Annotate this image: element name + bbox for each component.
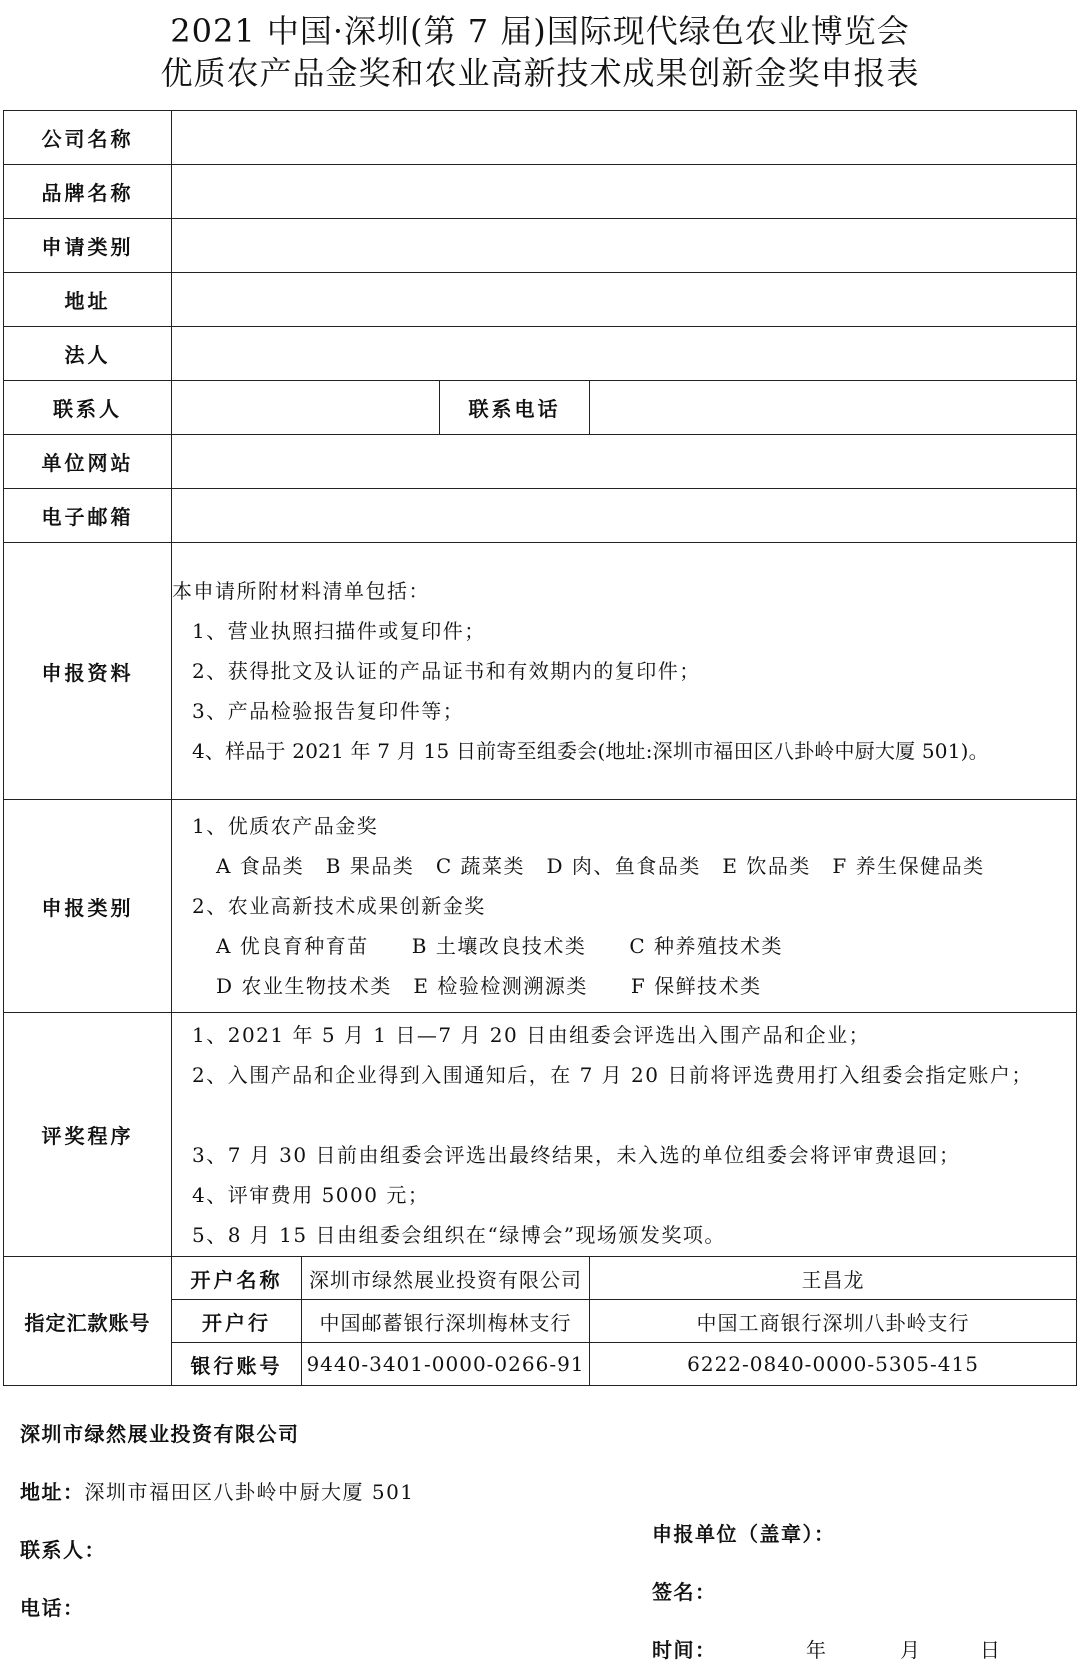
award-categories-content: [172, 800, 1077, 1013]
website-label: 单位网站: [4, 435, 172, 489]
applicant-seal-label: 申报单位（盖章）：: [652, 1522, 836, 1546]
year-label: 年: [806, 1638, 828, 1662]
footer-company: 深圳市绿然展业投资有限公司: [20, 1422, 300, 1446]
time-label: 时间：: [652, 1638, 717, 1662]
account1-number: 9440-3401-0000-0266-91: [302, 1343, 590, 1386]
procedure-label: 评奖程序: [4, 1013, 172, 1257]
form-title-line2: 优质农产品金奖和农业高新技术成果创新金奖申报表: [160, 54, 920, 92]
account-name-label: 开户名称: [172, 1257, 302, 1300]
account1-bank: 中国邮蓄银行深圳梅林支行: [302, 1300, 590, 1343]
materials-content: [172, 543, 1077, 800]
category-line: 1、优质农产品金奖: [192, 814, 379, 838]
account2-number: 6222-0840-0000-5305-415: [590, 1343, 1077, 1386]
materials-line: 3、产品检验报告复印件等；: [192, 699, 465, 723]
email-label: 电子邮箱: [4, 489, 172, 543]
procedure-line: 1、2021 年 5 月 1 日—7 月 20 日由组委会评选出入围产品和企业；: [192, 1022, 871, 1047]
brand-name-label: 品牌名称: [4, 165, 172, 219]
award-categories-label: 申报类别: [4, 800, 172, 1013]
account2-bank: 中国工商银行深圳八卦岭支行: [590, 1300, 1077, 1343]
footer-address-value: 深圳市福田区八卦岭中厨大厦 501: [84, 1480, 415, 1504]
footer-contact: 联系人：: [20, 1538, 106, 1562]
footer-address-label: 地址：: [20, 1480, 85, 1504]
brand-name-input[interactable]: [172, 165, 1077, 219]
contact-person-input[interactable]: [172, 381, 440, 435]
materials-line: 4、样品于 2021 年 7 月 15 日前寄至组委会(地址:深圳市福田区八卦岭中厨大厦 501)。: [192, 739, 989, 763]
procedure-content: [172, 1013, 1077, 1257]
application-form-table: [3, 110, 1077, 1386]
address-label: 地址: [4, 273, 172, 327]
footer-address: [20, 1476, 415, 1505]
contact-person-label: 联系人: [4, 381, 172, 435]
signature-label: 签名：: [652, 1580, 717, 1604]
website-input[interactable]: [172, 435, 1077, 489]
month-label: 月: [900, 1638, 922, 1662]
account-number-label: 银行账号: [172, 1343, 302, 1386]
category-line: 2、农业高新技术成果创新金奖: [192, 894, 486, 918]
application-category-input[interactable]: [172, 219, 1077, 273]
procedure-line: 2、入围产品和企业得到入围通知后，在 7 月 20 日前将评选费用打入组委会指定账户；: [192, 1062, 1033, 1087]
category-line: A 优良育种育苗 B 土壤改良技术类 C 种养殖技术类: [216, 934, 784, 958]
contact-phone-input[interactable]: [590, 381, 1077, 435]
procedure-line: 5、8 月 15 日由组委会组织在“绿博会”现场颁发奖项。: [192, 1222, 726, 1247]
day-label: 日: [980, 1638, 1002, 1662]
category-line: D 农业生物技术类 E 检验检测溯源类 F 保鲜技术类: [216, 974, 762, 998]
remittance-account-label: 指定汇款账号: [4, 1257, 172, 1386]
company-name-label: 公司名称: [4, 111, 172, 165]
account1-name: 深圳市绿然展业投资有限公司: [302, 1257, 590, 1300]
footer-phone: 电话：: [20, 1596, 85, 1620]
company-name-input[interactable]: [172, 111, 1077, 165]
materials-line: 1、营业执照扫描件或复印件；: [192, 619, 486, 643]
email-input[interactable]: [172, 489, 1077, 543]
application-category-label: 申请类别: [4, 219, 172, 273]
category-line: A 食品类 B 果品类 C 蔬菜类 D 肉、鱼食品类 E 饮品类 F 养生保健品类: [216, 854, 985, 878]
form-title-line1: 2021 中国·深圳(第 7 届)国际现代绿色农业博览会: [170, 12, 910, 50]
materials-line: 本申请所附材料清单包括：: [172, 579, 430, 603]
address-input[interactable]: [172, 273, 1077, 327]
procedure-line: 3、7 月 30 日前由组委会评选出最终结果，未入选的单位组委会将评审费退回；: [192, 1142, 961, 1167]
materials-line: 2、获得批文及认证的产品证书和有效期内的复印件；: [192, 659, 701, 683]
legal-person-label: 法人: [4, 327, 172, 381]
procedure-line: 4、评审费用 5000 元；: [192, 1182, 430, 1207]
account2-name: 王昌龙: [590, 1257, 1077, 1300]
bank-label: 开户行: [172, 1300, 302, 1343]
materials-label: 申报资料: [4, 543, 172, 800]
legal-person-input[interactable]: [172, 327, 1077, 381]
contact-phone-label: 联系电话: [440, 381, 590, 435]
